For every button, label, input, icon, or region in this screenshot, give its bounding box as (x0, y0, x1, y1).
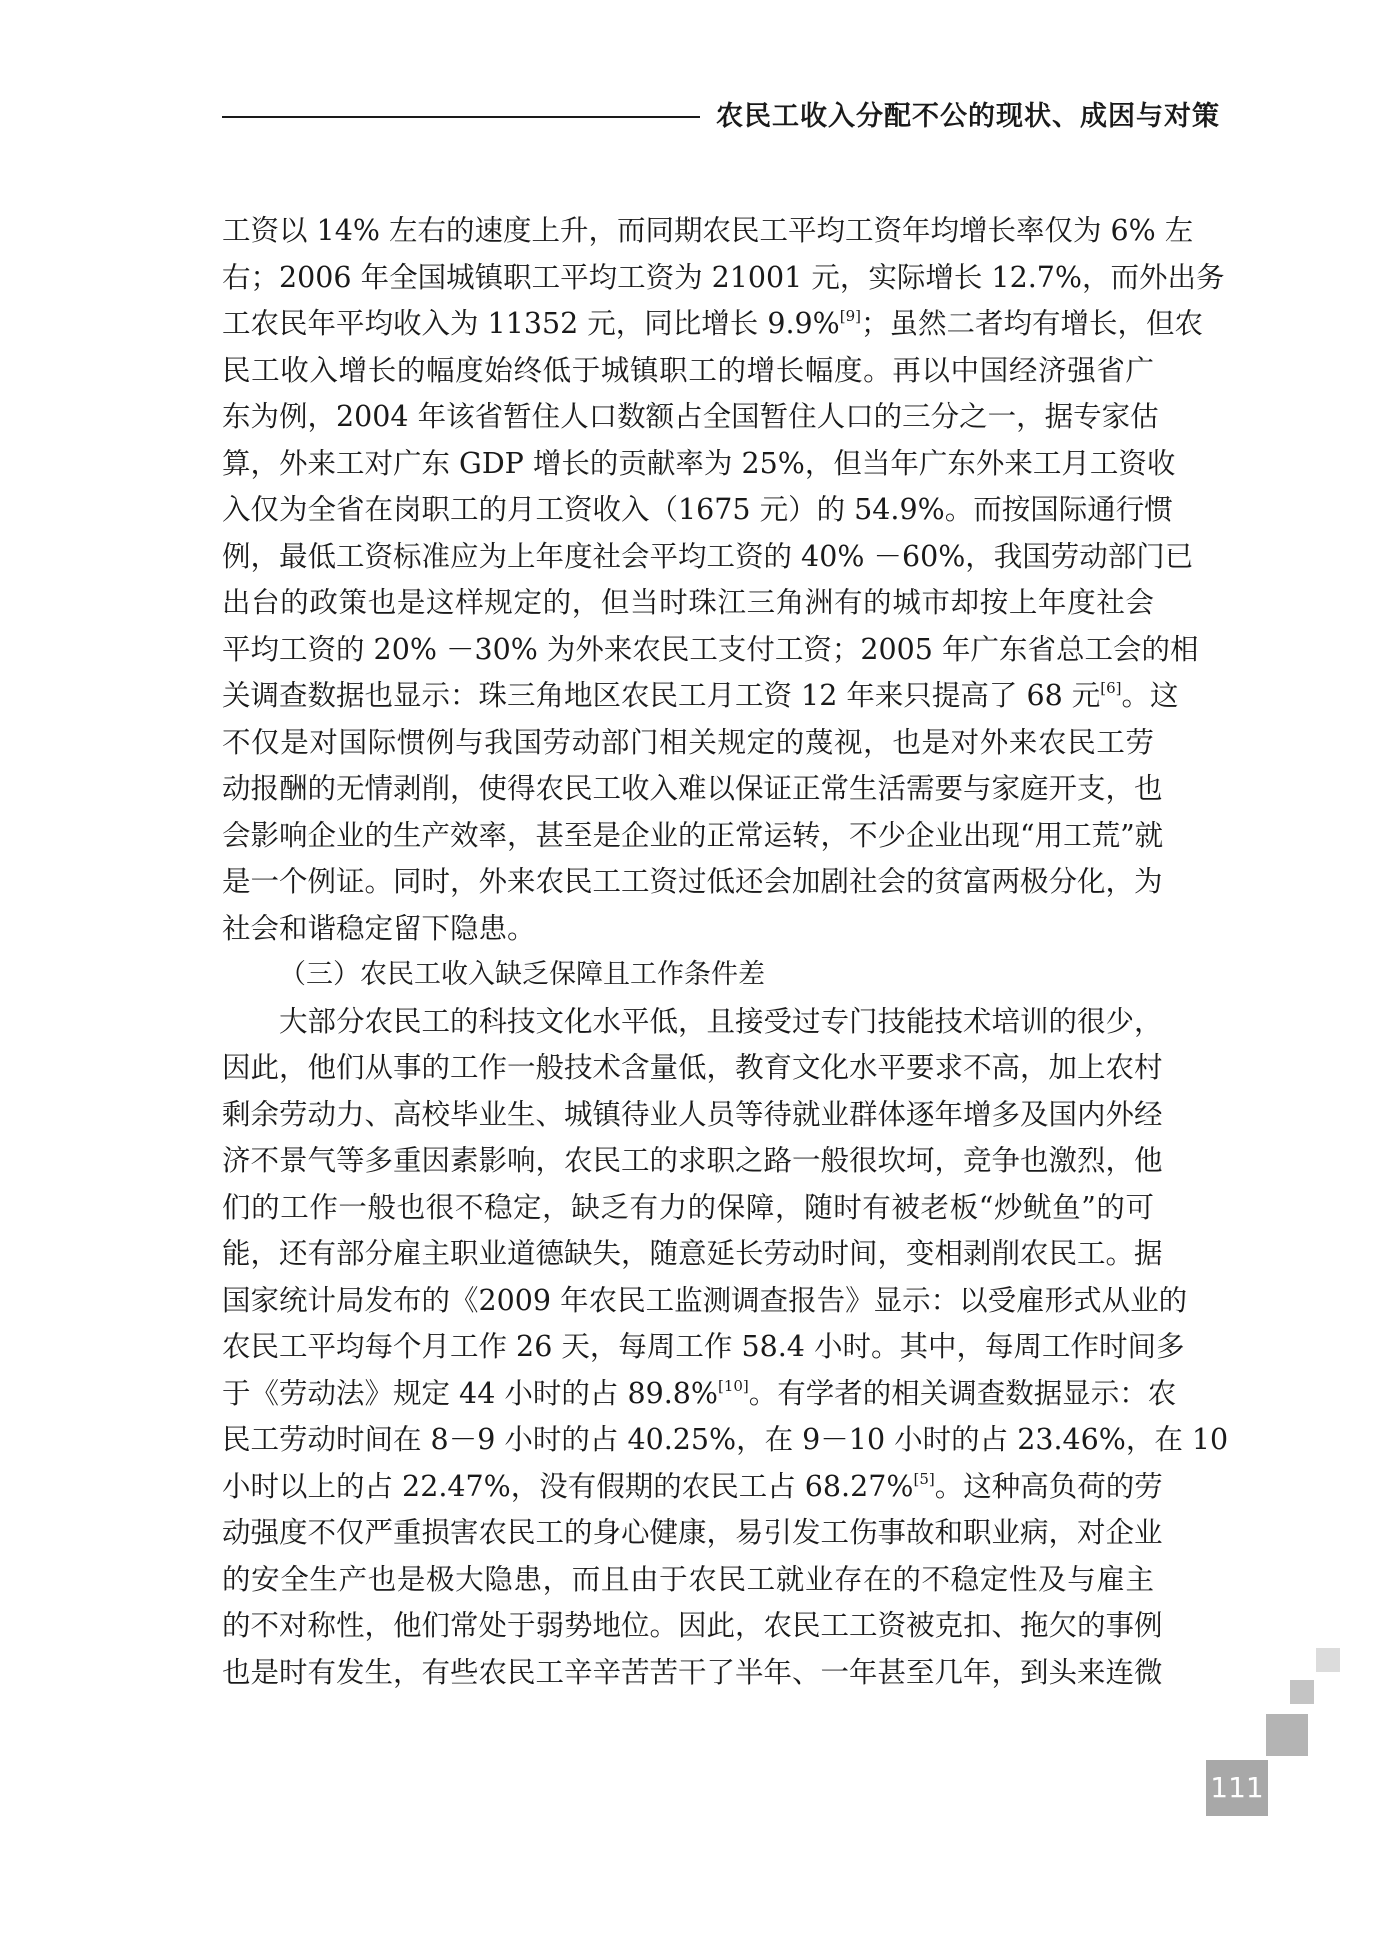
text-line: 例，最低工资标准应为上年度社会平均工资的 40% －60%，我国劳动部门已 (222, 539, 1194, 573)
text-line: 动报酬的无情剥削，使得农民工收入难以保证正常生活需要与家庭开支，也 (222, 772, 1163, 805)
text-line (222, 1464, 1163, 1511)
citation-ref: [10] (717, 1376, 749, 1395)
text-line: 不仅是对国际惯例与我国劳动部门相关规定的蔑视，也是对外来农民工劳 (222, 725, 1154, 759)
text-line: 国家统计局发布的《2009 年农民工监测调查报告》显示：以受雇形式从业的 (222, 1283, 1188, 1317)
text-line: 民工收入增长的幅度始终低于城镇职工的增长幅度。再以中国经济强省广 (222, 353, 1154, 387)
text-segment: 。有学者的相关调查数据显示：农 (748, 1376, 1177, 1410)
text-segment: 工农民年平均收入为 11352 元，同比增长 9.9% (222, 307, 840, 340)
text-segment: 。这种高负荷的劳 (934, 1469, 1163, 1503)
text-line: 们的工作一般也很不稳定，缺乏有力的保障，随时有被老板“炒鱿鱼”的可 (222, 1190, 1154, 1224)
text-line: 会影响企业的生产效率，甚至是企业的正常运转，不少企业出现“用工荒”就 (222, 818, 1164, 852)
text-line: 右；2006 年全国城镇职工平均工资为 21001 元，实际增长 12.7%，而外出务 (222, 260, 1225, 294)
text-line: 因此，他们从事的工作一般技术含量低，教育文化水平要求不高，加上农村 (222, 1051, 1163, 1084)
citation-ref: [5] (913, 1469, 935, 1488)
text-line: 剩余劳动力、高校毕业生、城镇待业人员等待就业群体逐年增多及国内外经 (222, 1097, 1163, 1131)
decorative-square (1290, 1680, 1314, 1704)
text-line: 平均工资的 20% －30% 为外来农民工支付工资；2005 年广东省总工会的相 (222, 632, 1199, 666)
text-line: 动强度不仅严重损害农民工的身心健康，易引发工伤事故和职业病，对企业 (222, 1516, 1163, 1549)
text-line: 入仅为全省在岗职工的月工资收入（1675 元）的 54.9%。而按国际通行惯 (222, 493, 1173, 526)
text-segment: 于《劳动法》规定 44 小时的占 89.8% (222, 1376, 718, 1410)
text-line: 的安全生产也是极大隐患，而且由于农民工就业存在的不稳定性及与雇主 (222, 1562, 1154, 1596)
text-line: 东为例，2004 年该省暂住人口数额占全国暂住人口的三分之一，据专家估 (222, 400, 1159, 433)
text-line: 能，还有部分雇主职业道德缺失，随意延长劳动时间，变相剥削农民工。据 (222, 1237, 1163, 1270)
header-rule (222, 116, 700, 118)
text-line (222, 1371, 1177, 1418)
text-line: 出台的政策也是这样规定的，但当时珠江三角洲有的城市却按上年度社会 (222, 586, 1154, 619)
text-segment: 关调查数据也显示：珠三角地区农民工月工资 12 年来只提高了 68 元 (222, 679, 1101, 712)
body-text (222, 208, 1229, 1696)
text-segment: 。这 (1121, 679, 1179, 712)
decorative-square (1266, 1714, 1308, 1756)
section-heading: （三）农民工收入缺乏保障且工作条件差 (279, 959, 765, 990)
running-title: 农民工收入分配不公的现状、成因与对策 (716, 101, 1220, 132)
text-line: 社会和谐稳定留下隐患。 (222, 911, 536, 945)
text-line: 的不对称性，他们常处于弱势地位。因此，农民工工资被克扣、拖欠的事例 (222, 1609, 1163, 1642)
decorative-square (1316, 1648, 1340, 1672)
text-line: 也是时有发生，有些农民工辛辛苦苦干了半年、一年甚至几年，到头来连微 (222, 1655, 1163, 1689)
citation-ref: [9] (839, 307, 861, 325)
text-line: 农民工平均每个月工作 26 天，每周工作 58.4 小时。其中，每周工作时间多 (222, 1330, 1185, 1363)
text-line (222, 301, 1204, 348)
text-line: 大部分农民工的科技文化水平低，且接受过专门技能技术培训的很少， (279, 1004, 1163, 1038)
text-line: 算，外来工对广东 GDP 增长的贡献率为 25%，但当年广东外来工月工资收 (222, 446, 1176, 480)
text-line (222, 673, 1179, 720)
text-line: 是一个例证。同时，外来农民工工资过低还会加剧社会的贫富两极分化，为 (222, 865, 1163, 898)
text-line: 工资以 14% 左右的速度上升，而同期农民工平均工资年均增长率仅为 6% 左 (222, 214, 1194, 247)
text-line: 济不景气等多重因素影响，农民工的求职之路一般很坎坷，竞争也激烈，他 (222, 1144, 1163, 1177)
citation-ref: [6] (1100, 679, 1122, 697)
page-number: 111 (1206, 1760, 1268, 1816)
text-line: 民工劳动时间在 8－9 小时的占 40.25%，在 9－10 小时的占 23.46%，在 10 (222, 1423, 1229, 1456)
text-segment: 小时以上的占 22.47%，没有假期的农民工占 68.27% (222, 1469, 914, 1503)
text-segment: ；虽然二者均有增长，但农 (861, 307, 1204, 340)
